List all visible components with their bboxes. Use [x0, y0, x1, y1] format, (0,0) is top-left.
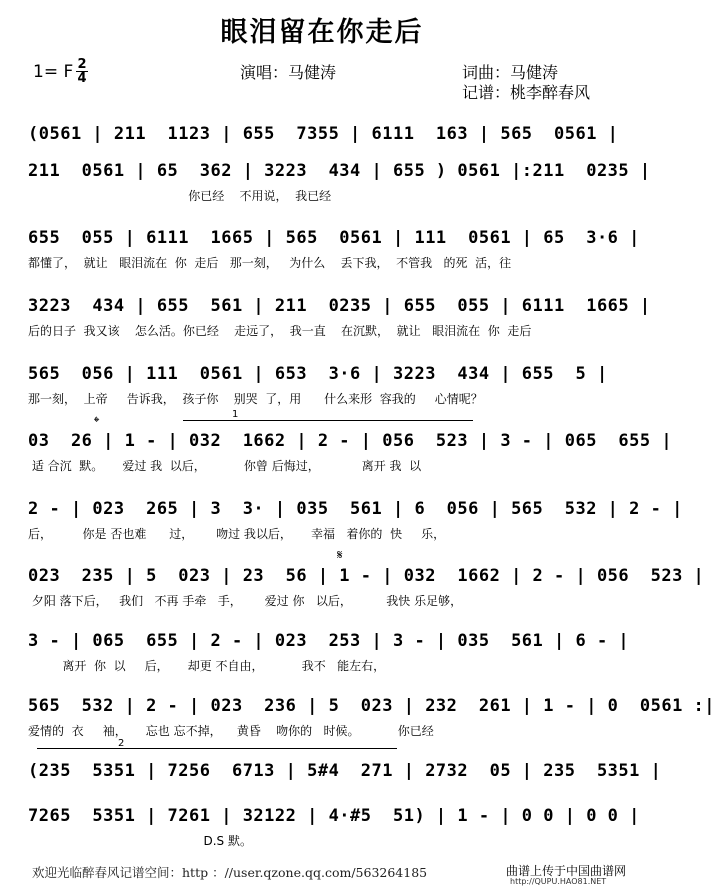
score-line-4: [28, 290, 651, 360]
volta-bracket-2: [37, 748, 397, 750]
score-line-5: [28, 358, 628, 428]
score-line-12: [28, 800, 640, 870]
lyrics-line-9: 离开 你 以 后， 却更 不自由， 我不 能左右，: [28, 659, 386, 673]
score-line-2: [28, 155, 651, 225]
volta-number-1: 1: [232, 409, 239, 420]
notes-line-9: 3 - | 065 655 | 2 - | 023 253 | 3 - | 035 561 | 6 - |: [28, 631, 630, 651]
lyrics-line-10: 爱情的 衣 袖， 忘也 忘不掉， 黄昏 吻你的 时候。 你已经: [28, 724, 434, 738]
lyrics-line-3: 都懂了， 就让 眼泪流在 你 走后 那一刻， 为什么 丢下我， 不管我 的死 活，往: [28, 256, 512, 270]
notes-line-6: 03 26 | 1 - | 032 1662 | 2 - | 056 523 | 3 - | 065 655 |: [28, 431, 673, 451]
notes-line-1: (0561 | 211 1123 | 655 7355 | 6111 163 | 565 0561 |: [28, 124, 619, 144]
notes-line-12: 7265 5351 | 7261 | 32122 | 4·#5 51) | 1 - | 0 0 | 0 0 |: [28, 806, 640, 826]
lyrics-line-4: 后的日子 我又该 怎么活。你已经 走远了， 我一直 在沉默， 就让 眼泪流在 你 走后: [28, 324, 532, 338]
score-line-9: [28, 625, 628, 695]
notes-line-11: (235 5351 | 7256 6713 | 5#4 271 | 2732 05 | 235 5351 |: [28, 761, 662, 781]
footer-website-notice: 欢迎光临醉春风记谱空间：http ：//user.qzone.qq.com/563264185: [32, 865, 428, 880]
composer-credit: 词曲：马健涛: [462, 63, 559, 82]
notes-line-10: 565 532 | 2 - | 023 236 | 5 023 | 232 261 | 1 - | 0 0561 :|: [28, 696, 715, 716]
notes-line-4: 3223 434 | 655 561 | 211 0235 | 655 055 | 6111 1665 |: [28, 296, 651, 316]
notes-line-8: 023 235 | 5 023 | 23 56 | 1 - | 032 1662 | 2 - | 056 523 |: [28, 566, 705, 586]
notes-line-7: 2 - | 023 265 | 3 3· | 035 561 | 6 056 | 565 532 | 2 - |: [28, 499, 683, 519]
footer-source-credit: 曲谱上传于中国曲谱网: [506, 864, 627, 878]
singer-credit: 演唱：马健涛: [240, 63, 337, 82]
volta-bracket-1: [183, 420, 473, 422]
notes-line-2: 211 0561 | 65 362 | 3223 434 | 655 ) 0561 |:211 0235 |: [28, 161, 651, 181]
lyrics-line-6: 适 合沉 默。 爱过 我 以后， 你曾 后悔过， 离开 我 以: [28, 459, 422, 473]
volta-number-2: 2: [118, 738, 125, 749]
song-title: 眼泪留在你走后: [220, 17, 424, 48]
key-signature: 1= F: [33, 62, 74, 82]
coda-symbol: 𝄌: [94, 413, 100, 431]
time-signature: [76, 58, 88, 85]
time-signature-top: 2: [77, 57, 87, 72]
lyrics-line-12: D.S 默。: [28, 834, 252, 848]
footer-source-url: http://QUPU.HAO81.NET: [510, 877, 607, 886]
score-line-8: [28, 560, 705, 630]
time-signature-bottom: 4: [77, 71, 87, 86]
lyrics-line-8: 夕阳 落下后， 我们 不再 手牵 手， 爱过 你 以后， 我快 乐足够，: [28, 594, 463, 608]
lyrics-line-5: 那一刻， 上帝 告诉我， 孩子你 别哭 了，用 什么来形 容我的 心情呢？: [28, 392, 483, 406]
notes-line-3: 655 055 | 6111 1665 | 565 0561 | 111 0561 | 65 3·6 |: [28, 228, 640, 248]
score-line-7: [28, 493, 683, 563]
lyrics-line-7: 后， 你是 否也难 过， 吻过 我以后， 幸福 着你的 快 乐，: [28, 527, 446, 541]
score-line-6: [28, 425, 673, 495]
notes-line-5: 565 056 | 111 0561 | 653 3·6 | 3223 434 | 655 5 |: [28, 364, 608, 384]
lyrics-line-2: 你已经 不用说， 我已经: [28, 189, 332, 203]
score-line-3: [28, 222, 640, 292]
transcriber-credit: 记谱：桃李醉春风: [462, 83, 591, 102]
segno-symbol: 𝄋: [337, 548, 343, 563]
